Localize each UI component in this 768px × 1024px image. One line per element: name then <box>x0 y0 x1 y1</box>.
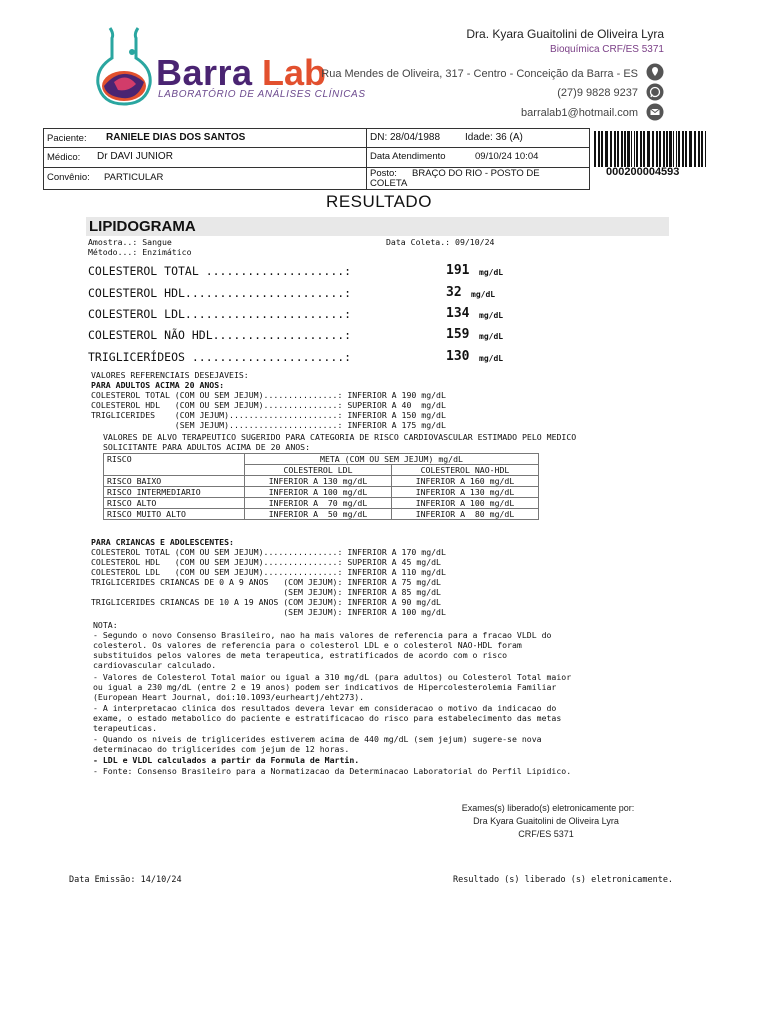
barcode-bar <box>694 131 696 167</box>
note-line: - Segundo o novo Consenso Brasileiro, nao ha mais valores de referencia para a fracao VLDL do <box>93 630 552 640</box>
ldl-cell: INFERIOR A 130 mg/dL <box>245 476 392 487</box>
barcode-bar <box>652 131 654 167</box>
brand-subtitle: LABORATÓRIO DE ANÁLISES CLÍNICAS <box>158 89 366 100</box>
risk-target-table <box>103 453 539 520</box>
barcode-bar <box>601 131 603 167</box>
note-line: terapeuticas. <box>93 723 158 733</box>
post-label: Posto: <box>370 168 397 179</box>
sample-barcode <box>594 131 706 167</box>
nonhdl-cell: INFERIOR A 160 mg/dL <box>392 476 539 487</box>
nonhdl-cell: INFERIOR A 130 mg/dL <box>392 487 539 498</box>
barcode-bar <box>666 131 668 167</box>
barcode-bar <box>617 131 619 167</box>
barcode-bar <box>631 131 632 167</box>
goal-column-header: META (COM OU SEM JEJUM) mg/dL <box>245 454 539 465</box>
location-pin-icon <box>646 63 664 81</box>
result-label-non-hdl: COLESTEROL NÃO HDL...................: <box>88 328 352 342</box>
kids-reference-line: COLESTEROL HDL (COM OU SEM JEJUM)...............: SUPERIOR A 45 mg/dL <box>91 557 441 567</box>
result-value-non-hdl: 159 <box>446 327 470 342</box>
adults-heading: PARA ADULTOS ACIMA 20 ANOS: <box>91 380 225 390</box>
note-line: exame, o estado metabolico do paciente e estratificacao do risco para estabelecimento das metas <box>93 713 562 723</box>
post-value: BRAÇO DO RIO - POSTO DE <box>412 168 540 179</box>
lab-doctor-crf: Bioquímica CRF/ES 5371 <box>550 44 664 55</box>
nonhdl-cell: INFERIOR A 80 mg/dL <box>392 509 539 520</box>
insurance-label: Convênio: <box>47 172 90 183</box>
barcode-bar <box>678 131 680 167</box>
note-line: - Quando os niveis de triglicerides estiverem acima de 440 mg/dL (sem jejum) sugere-se nova <box>93 734 542 744</box>
nonhdl-cell: INFERIOR A 100 mg/dL <box>392 498 539 509</box>
kids-reference-line: COLESTEROL TOTAL (COM OU SEM JEJUM)...............: INFERIOR A 170 mg/dL <box>91 547 446 557</box>
barcode-bar <box>701 131 703 167</box>
note-line: substituidos pelos valores de meta terapeutica, estratificados de acordo com o risco <box>93 650 508 660</box>
requesting-doctor: Dr DAVI JUNIOR <box>97 151 173 162</box>
lab-email: barralab1@hotmail.com <box>521 107 638 119</box>
lab-phone: (27)9 9828 9237 <box>557 87 638 99</box>
kids-reference-line: COLESTEROL LDL (COM OU SEM JEJUM)...............: INFERIOR A 110 mg/dL <box>91 567 446 577</box>
attendance-label: Data Atendimento <box>370 151 446 162</box>
kids-reference-line: (SEM JEJUM): INFERIOR A 100 mg/dL <box>91 607 446 617</box>
barra-lab-flask-logo <box>92 24 156 108</box>
result-unit: mg/dL <box>479 354 504 363</box>
result-value-hdl: 32 <box>446 285 462 300</box>
barcode-bar <box>643 131 645 167</box>
insurance-value: PARTICULAR <box>104 172 164 183</box>
patient-birthdate: DN: 28/04/1988 <box>370 132 441 143</box>
note-line-bold: - LDL e VLDL calculados a partir da Formula de Martin. <box>93 755 360 765</box>
note-line: colesterol. Os valores de referencia para o colesterol LDL e o colesterol NAO-HDL foram <box>93 640 522 650</box>
barcode-bar <box>621 131 623 167</box>
note-line: cardiovascular calculado. <box>93 660 217 670</box>
barcode-bar <box>685 131 687 167</box>
ldl-cell: INFERIOR A 100 mg/dL <box>245 487 392 498</box>
result-unit: mg/dL <box>479 311 504 320</box>
barcode-bar <box>676 131 677 167</box>
barcode-bar <box>627 131 630 167</box>
collection-date: Data Coleta.: 09/10/24 <box>386 237 495 247</box>
barcode-bar <box>634 131 635 167</box>
lab-doctor-name: Dra. Kyara Guaitolini de Oliveira Lyra <box>466 27 664 41</box>
table-row <box>104 509 539 520</box>
result-label-hdl: COLESTEROL HDL.......................: <box>88 286 352 300</box>
adult-reference-line: (SEM JEJUM)......................: INFERIOR A 175 mg/dL <box>91 420 446 430</box>
barcode-bar <box>598 131 600 167</box>
result-unit: mg/dL <box>471 290 496 299</box>
reference-heading: VALORES REFERENCIAIS DESEJAVEIS: <box>91 370 249 380</box>
adult-reference-line: COLESTEROL HDL (COM OU SEM JEJUM)...............: SUPERIOR A 40 mg/dL <box>91 400 446 410</box>
result-value-ldl: 134 <box>446 306 470 321</box>
note-line: - A interpretacao clinica dos resultados devera levar em consideracao o motivo da indicacao do <box>93 703 557 713</box>
brand-name-barra: Barra <box>156 52 253 93</box>
kids-reference-line: TRIGLICERIDES CRIANCAS DE 10 A 19 ANOS (COM JEJUM): INFERIOR A 90 mg/dL <box>91 597 441 607</box>
attendance-date: 09/10/24 10:04 <box>475 151 539 162</box>
result-unit: mg/dL <box>479 332 504 341</box>
barcode-bar <box>647 131 650 167</box>
barcode-number: 000200004593 <box>606 166 680 178</box>
barcode-bar <box>689 131 692 167</box>
barcode-bar <box>605 131 608 167</box>
result-title: RESULTADO <box>326 192 432 211</box>
ldl-column-header: COLESTEROL LDL <box>245 465 392 476</box>
brand-name-lab: Lab <box>262 52 327 93</box>
barcode-bar <box>640 131 642 167</box>
doctor-label: Médico: <box>47 152 81 163</box>
result-label-triglycerides: TRIGLICERÍDEOS ......................: <box>88 350 352 364</box>
kids-reference-line: TRIGLICERIDES CRIANCAS DE 0 A 9 ANOS (COM JEJUM): INFERIOR A 75 mg/dL <box>91 577 441 587</box>
exam-title: LIPIDOGRAMA <box>89 218 196 235</box>
email-icon <box>646 103 664 121</box>
barcode-bar <box>669 131 672 167</box>
result-value-triglycerides: 130 <box>446 349 470 364</box>
table-row <box>104 476 539 487</box>
kids-heading: PARA CRIANCAS E ADOLESCENTES: <box>91 537 234 547</box>
risk-cell: RISCO INTERMEDIARIO <box>104 487 245 498</box>
barcode-bar <box>659 131 661 167</box>
note-line: determinacao do triglicerides com jejum de 12 horas. <box>93 744 350 754</box>
barcode-bar <box>705 131 706 167</box>
barcode-bar <box>673 131 674 167</box>
barcode-bar <box>594 131 596 167</box>
barcode-bar <box>610 131 612 167</box>
barcode-bar <box>614 131 616 167</box>
signature-line-3: CRF/ES 5371 <box>518 829 574 839</box>
signature-line-1: Exames(s) liberado(s) eletronicamente por: <box>461 803 635 813</box>
signature-line-2: Dra Kyara Guaitolini de Oliveira Lyra <box>473 816 619 826</box>
patient-label: Paciente: <box>47 133 87 144</box>
target-text: SOLICITANTE PARA ADULTOS ACIMA DE 20 ANOS: <box>103 442 311 452</box>
ldl-cell: INFERIOR A 50 mg/dL <box>245 509 392 520</box>
risk-column-header: RISCO <box>104 454 245 476</box>
nonhdl-column-header: COLESTEROL NAO-HDL <box>392 465 539 476</box>
barcode-bar <box>698 131 700 167</box>
result-label-total-cholesterol: COLESTEROL TOTAL ....................: <box>88 264 352 278</box>
risk-cell: RISCO MUITO ALTO <box>104 509 245 520</box>
note-source: - Fonte: Consenso Brasileiro para a Normatizacao da Determinacao Laboratorial do Perfil Lipidico. <box>93 766 572 776</box>
result-unit: mg/dL <box>479 268 504 277</box>
table-row <box>104 487 539 498</box>
post-value-line2: COLETA <box>370 178 408 189</box>
target-text: VALORES DE ALVO TERAPEUTICO SUGERIDO PARA CATEGORIA DE RISCO CARDIOVASCULAR ESTIMADO PELO MEDICO <box>103 432 577 442</box>
risk-cell: RISCO ALTO <box>104 498 245 509</box>
barcode-bar <box>636 131 638 167</box>
patient-info-box <box>43 128 590 190</box>
kids-reference-line: (SEM JEJUM): INFERIOR A 85 mg/dL <box>91 587 441 597</box>
note-line: ou igual a 230 mg/dL (entre 2 e 19 anos) podem ser indicativos de Hipercolesterolemia Familiar <box>93 682 557 692</box>
adult-reference-line: COLESTEROL TOTAL (COM OU SEM JEJUM)...............: INFERIOR A 190 mg/dL <box>91 390 446 400</box>
patient-name: RANIELE DIAS DOS SANTOS <box>106 132 246 143</box>
barcode-bar <box>663 131 665 167</box>
sample-type: Amostra..: Sangue <box>88 237 172 247</box>
result-value-total-cholesterol: 191 <box>446 263 470 278</box>
barcode-bar <box>624 131 626 167</box>
lab-address: Rua Mendes de Oliveira, 317 - Centro - Conceição da Barra - ES <box>321 68 638 80</box>
electronic-release-note: Resultado (s) liberado (s) eletronicamente. <box>453 875 674 885</box>
patient-age: Idade: 36 (A) <box>465 132 523 143</box>
notes-title: NOTA: <box>93 620 118 630</box>
method: Método...: Enzimático <box>88 247 192 257</box>
result-label-ldl: COLESTEROL LDL.......................: <box>88 307 352 321</box>
risk-cell: RISCO BAIXO <box>104 476 245 487</box>
note-line: (European Heart Journal, doi:10.1093/eurheartj/eht273). <box>93 692 365 702</box>
ldl-cell: INFERIOR A 70 mg/dL <box>245 498 392 509</box>
emission-date: Data Emissão: 14/10/24 <box>69 875 182 885</box>
barcode-bar <box>682 131 684 167</box>
adult-reference-line: TRIGLICERIDES (COM JEJUM)......................: INFERIOR A 150 mg/dL <box>91 410 446 420</box>
note-line: - Valores de Colesterol Total maior ou igual a 310 mg/dL (para adultos) ou Colesterol Total maior <box>93 672 572 682</box>
whatsapp-icon <box>646 83 664 101</box>
barcode-bar <box>656 131 658 167</box>
table-row <box>104 498 539 509</box>
